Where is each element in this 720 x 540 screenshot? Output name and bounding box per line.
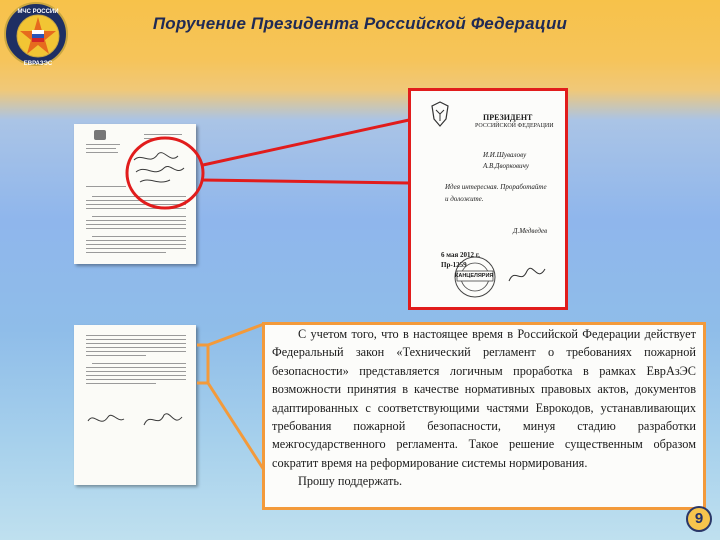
logo-bottom-text: ЕВРАЗЭС	[23, 61, 53, 67]
zoomed-letter-body	[272, 325, 696, 491]
letter-recipient-2: А.В.Дворковичу	[483, 162, 529, 170]
letter-resolution-line-2: и доложите.	[445, 195, 484, 203]
stamp-label: КАНЦЕЛЯРИЯ	[455, 273, 494, 279]
orange-pointer-line-bottom	[208, 383, 264, 470]
orange-pointer-line-top	[208, 324, 264, 345]
letter-date: 6 мая 2012 г.	[441, 251, 480, 259]
letter-paragraph-1: С учетом того, что в настоящее время в Российской Федерации действует Федеральный закон «Технический регламент о требованиях пожарной безопасности» представляется логичным проработка в рамках ЕврАзЭС возможности принятия в качестве нормативных правовых актов, документов адаптированных с соответствующими частями Еврокодов, устанавливающих требования пожарной безопасности, минуя стадию разработки межгосударственного регламента. Такое решение существенным образом сократит время на реформирование системы нормирования.	[272, 327, 696, 470]
letter-number: Пр-1259	[441, 261, 467, 269]
letter-header-president: ПРЕЗИДЕНТ	[483, 113, 533, 122]
page-number-badge: 9	[686, 506, 712, 532]
letter-signature: Д.Медведев	[513, 227, 548, 235]
letter-resolution-line-1: Идея интересная. Проработайте	[445, 183, 547, 191]
slide-title: Поручение Президента Российской Федерации	[152, 14, 568, 33]
letter-header-rf: РОССИЙСКОЙ ФЕДЕРАЦИИ	[475, 123, 554, 129]
letter-recipient-1: И.И.Шуваловy	[483, 151, 527, 159]
orange-bracket	[197, 345, 208, 383]
letter-paragraph-2: Прошу поддержать.	[298, 474, 403, 489]
logo-top-text: МЧС РОССИИ	[17, 9, 59, 15]
